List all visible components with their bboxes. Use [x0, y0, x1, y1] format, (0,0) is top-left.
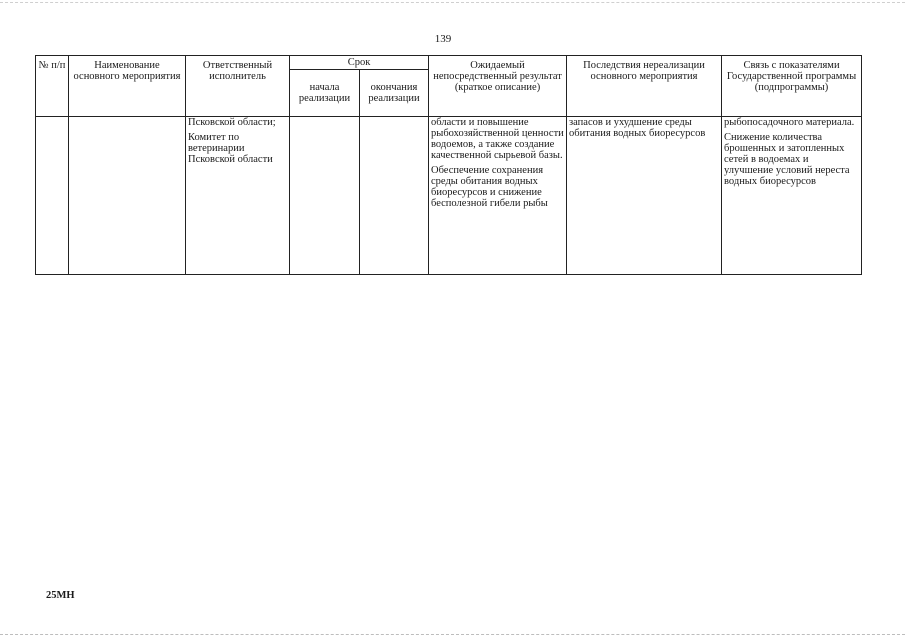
expected-paragraph: Обеспечение сохранения среды обитания водных биоресурсов и снижение бесполезной гибели рыбы [431, 165, 548, 210]
expected-paragraph: области и повышение рыбохозяйственной ценности водоемов, а также создание качественной сырьевой базы. [431, 117, 564, 162]
header-term-start: начала реализации [290, 70, 360, 117]
responsible-line: Комитет по ветеринарии Псковской области [188, 132, 273, 166]
page-number: 139 [434, 33, 452, 45]
footer-code: 25МН [46, 590, 75, 601]
scan-edge-top [0, 2, 905, 5]
activities-table [35, 55, 862, 275]
table-row [36, 117, 862, 275]
header-link: Связь с показателями Государственной программы (подпрограммы) [722, 56, 862, 117]
cell-term-end [360, 117, 429, 275]
header-term-end: окончания реализации [360, 70, 429, 117]
cell-link [722, 117, 862, 275]
link-paragraph: Снижение количества брошенных и затопленных сетей в водоемах и улучшение условий нереста водных биоресурсов [724, 132, 850, 188]
cell-term-start [290, 117, 360, 275]
header-responsible: Ответственный исполнитель [186, 56, 290, 117]
header-consequences: Последствия нереализации основного мероприятия [567, 56, 722, 117]
cell-expected [429, 117, 567, 275]
header-term: Срок [290, 56, 429, 70]
header-name: Наименование основного мероприятия [69, 56, 186, 117]
responsible-line: Псковской области; [188, 117, 276, 129]
cell-num [36, 117, 69, 275]
header-expected: Ожидаемый непосредственный результат (краткое описание) [429, 56, 567, 117]
cell-consequences [567, 117, 722, 275]
header-num: № п/п [36, 56, 69, 117]
link-paragraph: рыбопосадочного материала. [724, 117, 855, 129]
cell-responsible [186, 117, 290, 275]
consequences-paragraph: запасов и ухудшение среды обитания водных биоресурсов [569, 117, 706, 140]
scan-edge-bottom [0, 634, 905, 637]
cell-name [69, 117, 186, 275]
